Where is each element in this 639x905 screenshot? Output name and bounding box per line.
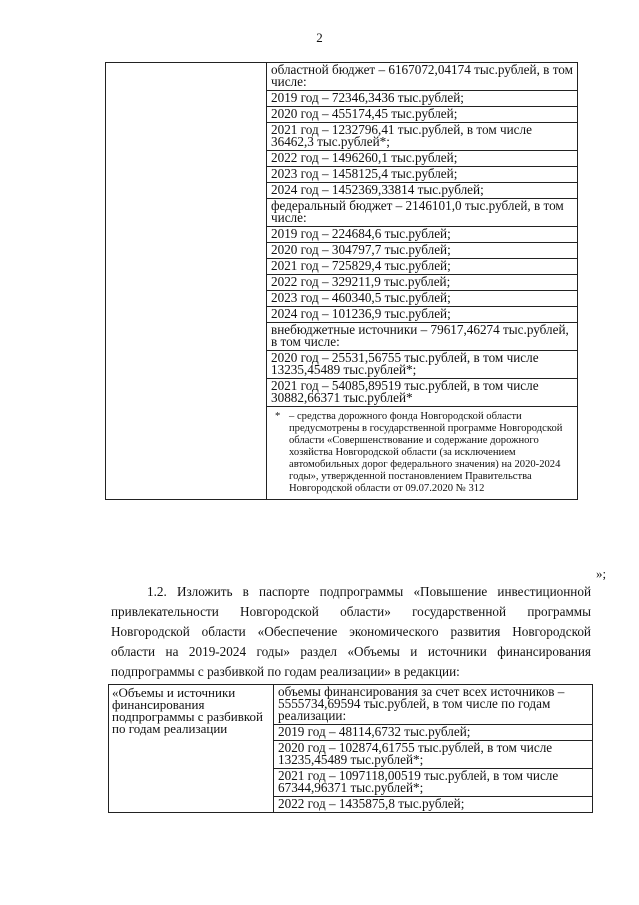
table-row: 2020 год – 25531,56755 тыс.рублей, в том числе 13235,45489 тыс.рублей*; [267,350,577,378]
table-row: 2022 год – 1435875,8 тыс.рублей; [274,796,592,812]
table-row: 2022 год – 329211,9 тыс.рублей; [267,274,577,290]
table-row: 2021 год – 54085,89519 тыс.рублей, в том числе 30882,66371 тыс.рублей* [267,378,577,406]
table-row: 2024 год – 101236,9 тыс.рублей; [267,306,577,322]
table-row: 2021 год – 1232796,41 тыс.рублей, в том числе 36462,3 тыс.рублей*; [267,122,577,150]
amendment-paragraph: 1.2. Изложить в паспорте подпрограммы «Повышение инвестиционной привлекательности Новгородской области» государственной программы Новгородской области «Обеспечение экономического развития Новгородской области на 2019-2024 годы» раздел «Объемы и источники финансирования подпрограммы с разбивкой по годам реализации» в редакции: [111,584,591,679]
table-row: объемы финансирования за счет всех источников – 5555734,69594 тыс.рублей, в том числе по годам реализации: [278,684,565,723]
financing-table-new [108,684,593,813]
table-row: 2020 год – 102874,61755 тыс.рублей, в том числе 13235,45489 тыс.рублей*; [274,740,592,768]
table-row: 2023 год – 1458125,4 тыс.рублей; [267,166,577,182]
financing-values-cell [267,63,578,500]
footnote-text: – средства дорожного фонда Новгородской области предусмотрены в государственной программе Новгородской области «Совершенствование и содержание дорожного хозяйства Новгородской области (за исключением автомобильных дорог федерального значения) на 2020-2024 годы», утвержденной постановлением Правительства Новгородской области от 09.07.2020 № 312 [289,411,563,494]
table-row: 2024 год – 1452369,33814 тыс.рублей; [267,182,577,198]
empty-label-cell [106,63,267,500]
table-row: 2021 год – 725829,4 тыс.рублей; [267,258,577,274]
page-number: 2 [316,30,323,45]
footnote [267,406,577,499]
table-row: 2022 год – 1496260,1 тыс.рублей; [267,150,577,166]
footnote-mark: * [275,411,281,422]
table-row: 2020 год – 304797,7 тыс.рублей; [267,242,577,258]
table-row: федеральный бюджет – 2146101,0 тыс.рублей, в том числе: [267,198,577,226]
closing-quote: »; [596,566,607,581]
table-row: 2020 год – 455174,45 тыс.рублей; [267,106,577,122]
financing-table-continued [105,62,578,500]
table-row: 2021 год – 1097118,00519 тыс.рублей, в том числе 67344,96371 тыс.рублей*; [274,768,592,796]
table-row: 2023 год – 460340,5 тыс.рублей; [267,290,577,306]
table-row: областной бюджет – 6167072,04174 тыс.рублей, в том числе: [271,62,573,89]
table-row: внебюджетные источники – 79617,46274 тыс.рублей, в том числе: [267,322,577,350]
table-row: 2019 год – 224684,6 тыс.рублей; [267,226,577,242]
financing-values-cell [274,685,593,813]
section-label-cell: «Объемы и источники финансирования подпрограммы с разбивкой по годам реализации [109,685,274,813]
table-row: 2019 год – 48114,6732 тыс.рублей; [274,724,592,740]
table-row: 2019 год – 72346,3436 тыс.рублей; [267,90,577,106]
